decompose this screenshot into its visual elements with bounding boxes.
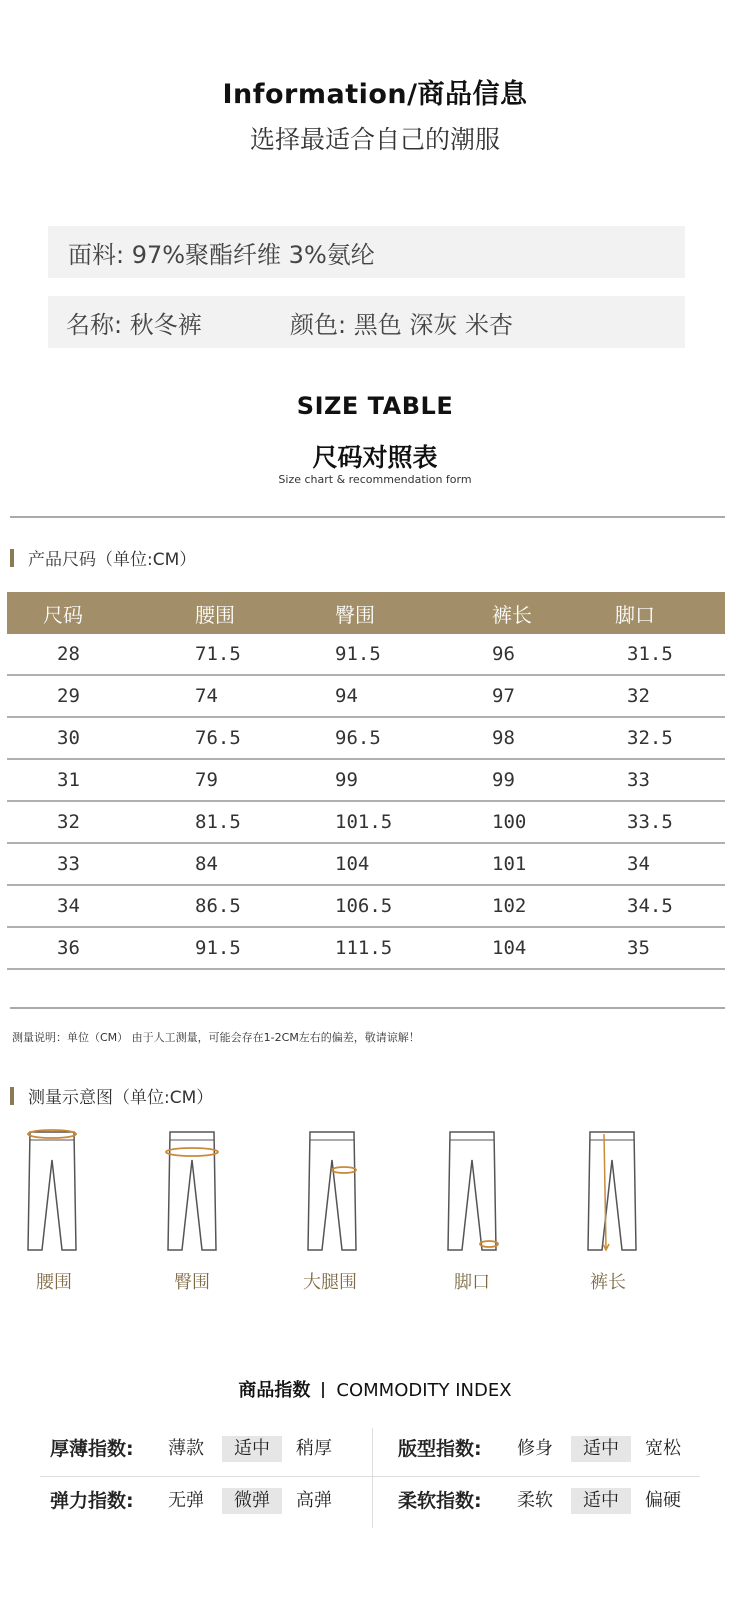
product-size-heading-text: 产品尺码（单位:CM） [28, 550, 197, 570]
table-row [7, 676, 725, 718]
table-row [7, 928, 725, 970]
cell-hip: 91.5 [335, 643, 381, 665]
index-option: 高弹 [296, 1490, 332, 1511]
cell-waist: 74 [195, 685, 218, 707]
measure-heading-text: 测量示意图（单位:CM） [28, 1088, 214, 1108]
cell-hip: 101.5 [335, 811, 393, 833]
index-option: 无弹 [168, 1490, 204, 1511]
index-label-softness: 柔软指数: [398, 1490, 482, 1512]
cell-size: 31 [57, 769, 80, 791]
cell-size: 34 [57, 895, 80, 917]
cell-hip: 106.5 [335, 895, 393, 917]
pants-thigh-icon [302, 1126, 362, 1256]
cell-length: 97 [492, 685, 515, 707]
col-header-length: 裤长 [492, 602, 532, 627]
name-color-row [48, 296, 685, 348]
figure-label-length: 裤长 [590, 1272, 626, 1293]
commodity-index-title-cn: 商品指数 [238, 1380, 311, 1401]
section-bar [10, 549, 14, 567]
size-table-caption: Size chart & recommendation form [278, 473, 472, 486]
cell-length: 102 [492, 895, 527, 917]
pants-hem-icon [442, 1126, 502, 1256]
cell-hem: 31.5 [627, 643, 673, 665]
cell-length: 96 [492, 643, 515, 665]
cell-hem: 35 [627, 937, 650, 959]
table-row [7, 802, 725, 844]
cell-waist: 84 [195, 853, 218, 875]
index-option: 宽松 [645, 1438, 681, 1459]
cell-hem: 34.5 [627, 895, 673, 917]
figure-label-hip: 臀围 [174, 1272, 210, 1293]
cell-waist: 76.5 [195, 727, 241, 749]
index-option: 薄款 [168, 1438, 204, 1459]
commodity-index-title [0, 1376, 750, 1402]
measure-heading [10, 1083, 213, 1108]
cell-size: 28 [57, 643, 80, 665]
measure-note: 测量说明：单位（CM） 由于人工测量，可能会存在1-2CM左右的偏差，敬请谅解！ [12, 1031, 420, 1044]
index-option: 偏硬 [645, 1490, 681, 1511]
size-table-title: SIZE TABLE [296, 392, 454, 420]
cell-length: 104 [492, 937, 527, 959]
commodity-index-title-en: COMMODITY INDEX [336, 1380, 512, 1401]
index-row-2 [40, 1488, 700, 1540]
cell-waist: 79 [195, 769, 218, 791]
pants-figure-waist [22, 1126, 92, 1260]
cell-hip: 99 [335, 769, 358, 791]
table-row [7, 886, 725, 928]
figure-label-thigh: 大腿围 [303, 1272, 357, 1293]
cell-waist: 91.5 [195, 937, 241, 959]
info-subtitle: 选择最适合自己的潮服 [249, 125, 500, 154]
pants-waist-icon [22, 1126, 82, 1256]
pants-figure-thigh [302, 1126, 372, 1260]
col-header-size: 尺码 [43, 602, 83, 627]
table-row [7, 844, 725, 886]
index-label-elasticity: 弹力指数: [50, 1490, 134, 1512]
pants-length-icon [582, 1126, 642, 1256]
pants-figure-hem [442, 1126, 512, 1260]
size-table [7, 592, 725, 970]
cell-hem: 32 [627, 685, 650, 707]
index-option-selected: 适中 [571, 1488, 631, 1514]
fabric-row [48, 226, 685, 278]
cell-size: 33 [57, 853, 80, 875]
col-header-waist: 腰围 [195, 602, 235, 627]
cell-hem: 33 [627, 769, 650, 791]
divider [10, 516, 725, 518]
table-row [7, 634, 725, 676]
index-option: 柔软 [517, 1490, 553, 1511]
info-title: Information/商品信息 [222, 79, 528, 110]
title-separator [322, 1382, 324, 1398]
index-label-fit: 版型指数: [398, 1438, 482, 1460]
index-label-thickness: 厚薄指数: [50, 1438, 134, 1460]
measure-figures [0, 1126, 750, 1296]
index-option: 稍厚 [296, 1438, 332, 1459]
divider [10, 1007, 725, 1009]
section-bar [10, 1087, 14, 1105]
col-header-hem: 脚口 [615, 602, 655, 627]
cell-hip: 96.5 [335, 727, 381, 749]
index-option-selected: 适中 [571, 1436, 631, 1462]
size-table-title-cn: 尺码对照表 [312, 443, 438, 472]
cell-size: 36 [57, 937, 80, 959]
product-name: 名称: 秋冬裤 [66, 310, 202, 339]
size-table-body [7, 634, 725, 970]
cell-hip: 94 [335, 685, 358, 707]
figure-label-hem: 脚口 [454, 1272, 490, 1293]
cell-hem: 34 [627, 853, 650, 875]
cell-length: 99 [492, 769, 515, 791]
pants-figure-length [582, 1126, 652, 1260]
cell-size: 32 [57, 811, 80, 833]
col-header-hip: 臀围 [335, 602, 375, 627]
index-option: 修身 [517, 1438, 553, 1459]
index-row-1 [40, 1436, 700, 1488]
cell-waist: 71.5 [195, 643, 241, 665]
size-table-header [7, 592, 725, 634]
cell-hip: 111.5 [335, 937, 393, 959]
index-option-selected: 微弹 [222, 1488, 282, 1514]
pants-figure-hip [162, 1126, 232, 1260]
index-option-selected: 适中 [222, 1436, 282, 1462]
cell-hem: 33.5 [627, 811, 673, 833]
product-colors: 颜色: 黑色 深灰 米杏 [290, 310, 513, 339]
cell-length: 98 [492, 727, 515, 749]
fabric-text: 面料: 97%聚酯纤维 3%氨纶 [68, 240, 375, 269]
table-row [7, 760, 725, 802]
cell-hip: 104 [335, 853, 370, 875]
cell-length: 100 [492, 811, 527, 833]
pants-hip-icon [162, 1126, 222, 1256]
cell-size: 30 [57, 727, 80, 749]
figure-label-waist: 腰围 [36, 1272, 72, 1293]
table-row [7, 718, 725, 760]
cell-length: 101 [492, 853, 527, 875]
cell-hem: 32.5 [627, 727, 673, 749]
cell-waist: 81.5 [195, 811, 241, 833]
cell-size: 29 [57, 685, 80, 707]
product-size-heading [10, 545, 196, 570]
cell-waist: 86.5 [195, 895, 241, 917]
